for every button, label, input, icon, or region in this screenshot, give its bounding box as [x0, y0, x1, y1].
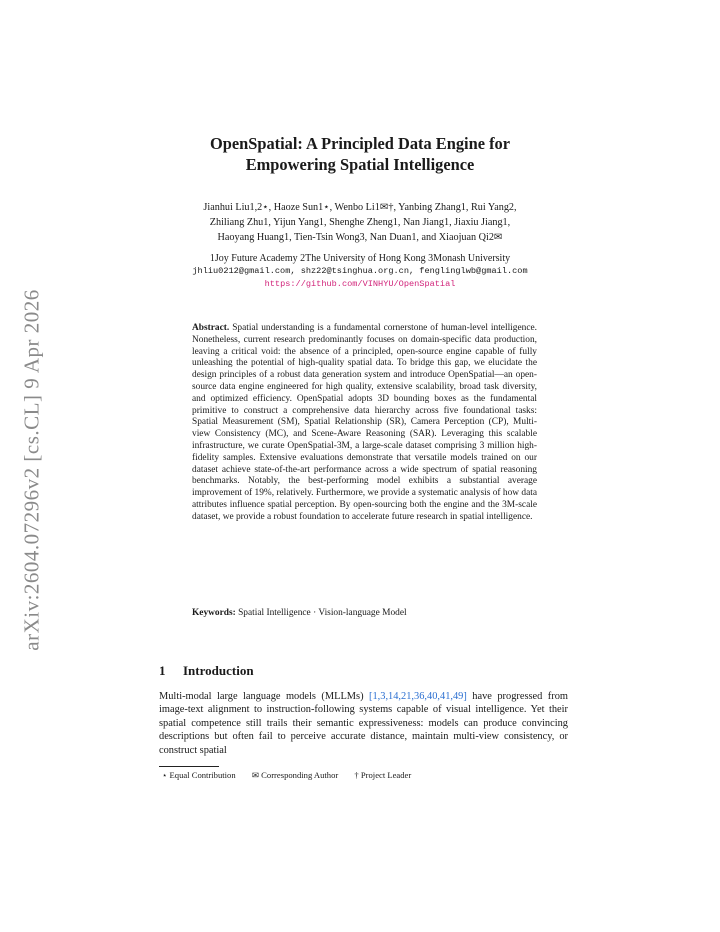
footnotes [162, 770, 425, 781]
intro-text-start: Multi-modal large language models (MLLMs) [159, 691, 369, 702]
section-number: 1 [159, 663, 166, 678]
footnote-rule [159, 766, 219, 767]
authors-line-1: Jianhui Liu1,2⋆, Haoze Sun1⋆, Wenbo Li1✉†, Yanbing Zhang1, Rui Yang2, [203, 202, 517, 213]
keywords-label: Keywords: [192, 608, 236, 618]
author-emails: jhliu0212@gmail.com, shz22@tsinghua.org.cn, fenglinglwb@gmail.com [192, 266, 528, 276]
authors-line-3: Haoyang Huang1, Tien-Tsin Wong3, Nan Duan1, and Xiaojuan Qi2✉ [217, 232, 503, 243]
affiliations: 1Joy Future Academy 2The University of Hong Kong 3Monash University [209, 253, 511, 264]
arxiv-identifier: arXiv:2604.07296v2 [cs.CL] 9 Apr 2026 [19, 289, 44, 651]
section-heading-introduction [159, 663, 254, 679]
authors-line-2: Zhiliang Zhu1, Yijun Yang1, Shenghe Zheng1, Nan Jiang1, Jiaxiu Jiang1, [209, 217, 511, 228]
section-title: Introduction [183, 663, 254, 678]
intro-text-rest: have progressed from image-text alignment to instruction-following systems capable of visual intelligence. Yet their spatial competence still trails their semantic expressiveness: models can produce convincing descriptions but often fail to perceive accurate distance, maintain multi-view consistency, or construct spatial [159, 691, 569, 756]
citation-links[interactable]: [1,3,14,21,36,40,41,49] [369, 691, 467, 702]
affiliations-block [110, 252, 610, 291]
abstract-label: Abstract. [192, 323, 230, 333]
arxiv-sidebar [10, 270, 54, 670]
introduction-paragraph [159, 690, 568, 757]
github-link[interactable]: https://github.com/VINHYU/OpenSpatial [264, 279, 456, 289]
abstract [192, 323, 537, 524]
keywords-text: Spatial Intelligence · Vision-language Model [238, 608, 407, 618]
footnote-corresponding-author: ✉ Corresponding Author [251, 770, 339, 780]
keywords [192, 608, 537, 618]
author-list [110, 200, 610, 245]
paper-title-line-2: Empowering Spatial Intelligence [245, 155, 475, 174]
footnote-equal-contribution: ⋆ Equal Contribution [162, 770, 236, 780]
abstract-text: Spatial understanding is a fundamental cornerstone of human-level intelligence. Nonetheless, current research predominantly focuses on domain-specific data production, leaving a critical void: the absence of a principled, open-source engine capable of fully unleashing the potential of high-quality spatial data. To bridge this gap, we elucidate the design principles of a robust data generation system and introduce OpenSpatial—an open-source data engine engineered for high quality, extensive scalability, broad task diversity, and optimized efficiency. OpenSpatial adopts 3D bounding boxes as the fundamental primitive to construct a comprehensive data hierarchy across five foundational tasks: Spatial Measurement (SM), Spatial Relationship (SR), Camera Perception (CP), Multi-view Consistency (MC), and Scene-Aware Reasoning (SAR). Leveraging this scalable infrastructure, we curate OpenSpatial-3M, a large-scale dataset comprising 3 million high-fidelity samples. Extensive evaluations demonstrate that versatile models trained on our dataset achieve state-of-the-art performance across a wide spectrum of spatial reasoning benchmarks. Notably, the best-performing model exhibits a substantial average improvement of 19%, relatively. Furthermore, we provide a systematic analysis of how data attributes influence spatial perception. By open-sourcing both the engine and the 3M-scale dataset, we provide a robust foundation to accelerate future research in spatial intelligence. [192, 323, 537, 522]
paper-title-line-1: OpenSpatial: A Principled Data Engine for [209, 134, 511, 153]
footnote-project-leader: † Project Leader [354, 770, 412, 780]
